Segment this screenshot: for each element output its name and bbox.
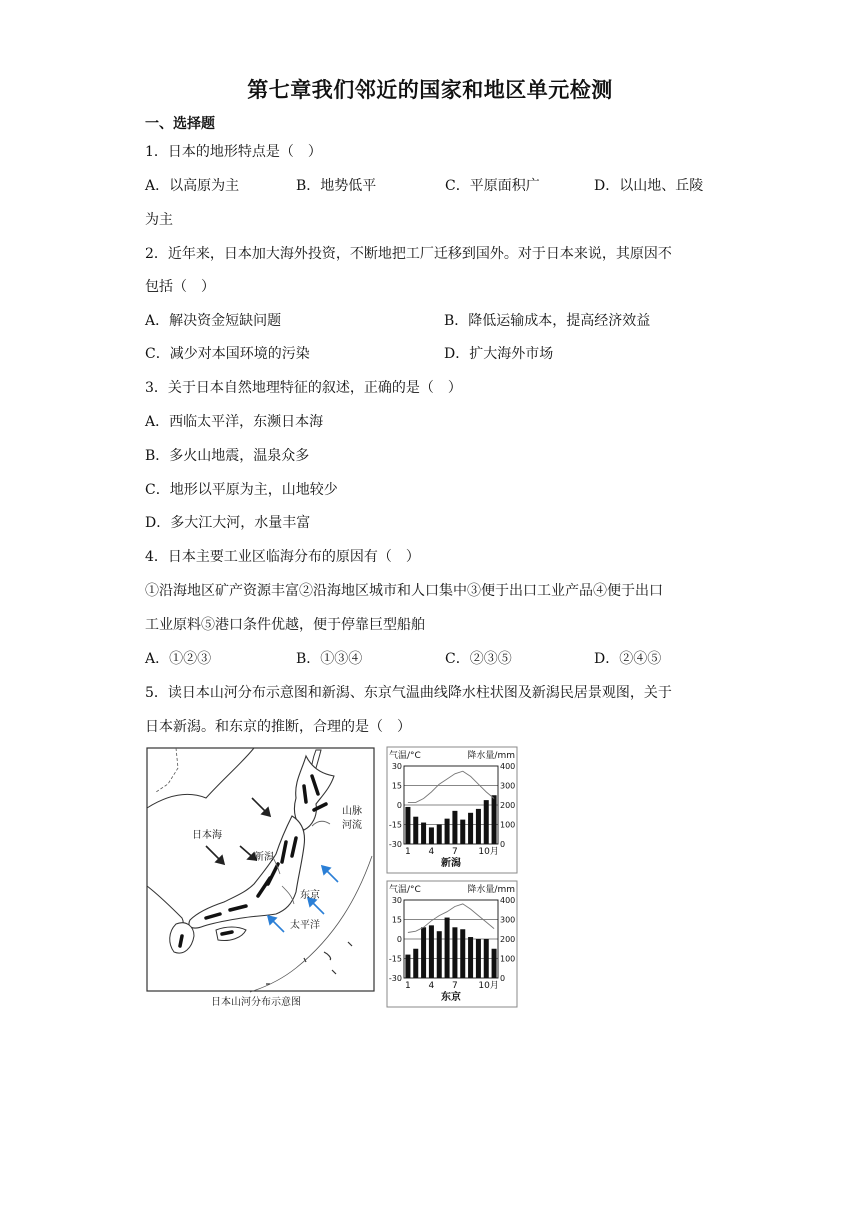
label-niigata: 新潟	[254, 852, 274, 863]
q4-option-b: B．①③④	[296, 651, 363, 667]
precip-tick-label: 100	[500, 954, 516, 964]
q2-stem: 2．近年来，日本加大海外投资，不断地把工厂迁移到国外。对于日本来说，其原因不	[145, 246, 672, 262]
precip-bar	[405, 807, 410, 844]
precip-tick-label: 400	[500, 896, 516, 905]
precip-bar	[405, 955, 410, 978]
precip-axis-label: 降水量/mm	[467, 885, 515, 895]
q3-stem: 3．关于日本自然地理特征的叙述，正确的是（ ）	[145, 380, 462, 396]
q5-stem: 5．读日本山河分布示意图和新潟、东京气温曲线降水柱状图及新潟民居景观图，关于	[145, 685, 672, 701]
temp-tick-label: 30	[391, 896, 402, 905]
temp-tick-label: -15	[388, 954, 402, 964]
precip-bar	[445, 918, 450, 978]
q1-stem: 1．日本的地形特点是（ ）	[145, 144, 322, 160]
q1-option-d: D．以山地、丘陵	[594, 178, 704, 194]
climate-chart-niigata	[386, 746, 518, 874]
month-tick-label: 10月	[478, 847, 499, 857]
month-tick-label: 1	[405, 847, 411, 857]
q4-option-c: C．②③⑤	[445, 651, 512, 667]
precip-bar	[476, 809, 481, 844]
q1-option-d-cont: 为主	[145, 212, 173, 228]
precip-bar	[492, 949, 497, 978]
temp-tick-label: 0	[396, 801, 402, 810]
chart-city-title: 东京	[441, 992, 461, 1003]
temp-tick-label: 30	[391, 762, 402, 771]
precip-tick-label: 0	[500, 974, 506, 983]
precip-bar	[468, 813, 473, 844]
label-pacific-ocean: 太平洋	[290, 920, 320, 931]
month-tick-label: 7	[452, 981, 458, 991]
q1-option-a: A．以高原为主	[145, 178, 240, 194]
precip-bar	[476, 939, 481, 978]
month-tick-label: 10月	[478, 981, 499, 991]
precip-bar	[492, 795, 497, 844]
q3-option-c: C．地形以平原为主，山地较少	[145, 482, 338, 498]
precip-tick-label: 200	[500, 935, 516, 944]
q4-stem: 4．日本主要工业区临海分布的原因有（ ）	[145, 549, 420, 565]
precip-tick-label: 400	[500, 762, 516, 771]
precip-bar	[421, 823, 426, 844]
temp-tick-label: -15	[388, 820, 402, 830]
month-tick-label: 7	[452, 847, 458, 857]
precip-tick-label: 100	[500, 820, 516, 830]
q4-desc-cont: 工业原料⑤港口条件优越，便于停靠巨型船舶	[145, 617, 425, 633]
temp-tick-label: 0	[396, 935, 402, 944]
q4-option-a: A．①②③	[145, 651, 212, 667]
map-caption: 日本山河分布示意图	[211, 997, 301, 1008]
month-tick-label: 1	[405, 981, 411, 991]
temp-axis-label: 气温/°C	[389, 885, 421, 895]
q3-option-b: B．多火山地震，温泉众多	[145, 448, 310, 464]
japan-rivers-mountains-map	[146, 746, 376, 1008]
precip-bar	[429, 827, 434, 844]
precip-bar	[413, 949, 418, 978]
precip-bar	[484, 800, 489, 844]
precip-bar	[484, 939, 489, 978]
section-heading: 一、选择题	[145, 116, 215, 132]
climate-chart-tokyo	[386, 880, 518, 1008]
precip-tick-label: 200	[500, 801, 516, 810]
q4-option-d: D．②④⑤	[594, 651, 662, 667]
precip-bar	[452, 927, 457, 978]
precip-bar	[445, 819, 450, 844]
precip-bar	[452, 811, 457, 844]
precip-tick-label: 300	[500, 781, 516, 791]
precip-bar	[437, 931, 442, 978]
temp-tick-label: 15	[391, 915, 402, 925]
precip-bar	[421, 927, 426, 978]
q2-stem-cont: 包括（ ）	[145, 279, 215, 295]
precip-bar	[437, 825, 442, 845]
precip-bar	[460, 820, 465, 844]
q2-option-a: A．解决资金短缺问题	[145, 313, 282, 329]
temp-axis-label: 气温/°C	[389, 751, 421, 761]
q5-stem-cont: 日本新潟。和东京的推断，合理的是（ ）	[145, 719, 411, 735]
page-title: 第七章我们邻近的国家和地区单元检测	[247, 78, 613, 102]
precip-axis-label: 降水量/mm	[467, 751, 515, 761]
q2-option-c: C．减少对本国环境的污染	[145, 346, 310, 362]
temp-tick-label: 15	[391, 781, 402, 791]
q2-option-d: D．扩大海外市场	[444, 346, 554, 362]
legend-mountain-label: 山脉	[342, 806, 362, 817]
q1-option-c: C．平原面积广	[445, 178, 540, 194]
temp-tick-label: -30	[388, 974, 402, 983]
precip-tick-label: 0	[500, 840, 506, 849]
q3-option-a: A．西临太平洋，东濒日本海	[145, 414, 324, 430]
precip-bar	[468, 937, 473, 978]
precip-tick-label: 300	[500, 915, 516, 925]
label-sea-of-japan: 日本海	[192, 830, 222, 841]
precip-bar	[413, 817, 418, 844]
temp-tick-label: -30	[388, 840, 402, 849]
q4-desc: ①沿海地区矿产资源丰富②沿海地区城市和人口集中③便于出口工业产品④便于出口	[145, 583, 663, 599]
precip-bar	[460, 929, 465, 978]
q2-option-b: B．降低运输成本，提高经济效益	[444, 313, 651, 329]
q3-option-d: D．多大江大河，水量丰富	[145, 515, 311, 531]
label-tokyo: 东京	[300, 890, 320, 901]
legend-river-label: 河流	[342, 820, 362, 831]
q1-option-b: B．地势低平	[296, 178, 377, 194]
precip-bar	[429, 925, 434, 978]
month-tick-label: 4	[428, 981, 435, 991]
chart-city-title: 新潟	[441, 858, 461, 869]
month-tick-label: 4	[428, 847, 435, 857]
